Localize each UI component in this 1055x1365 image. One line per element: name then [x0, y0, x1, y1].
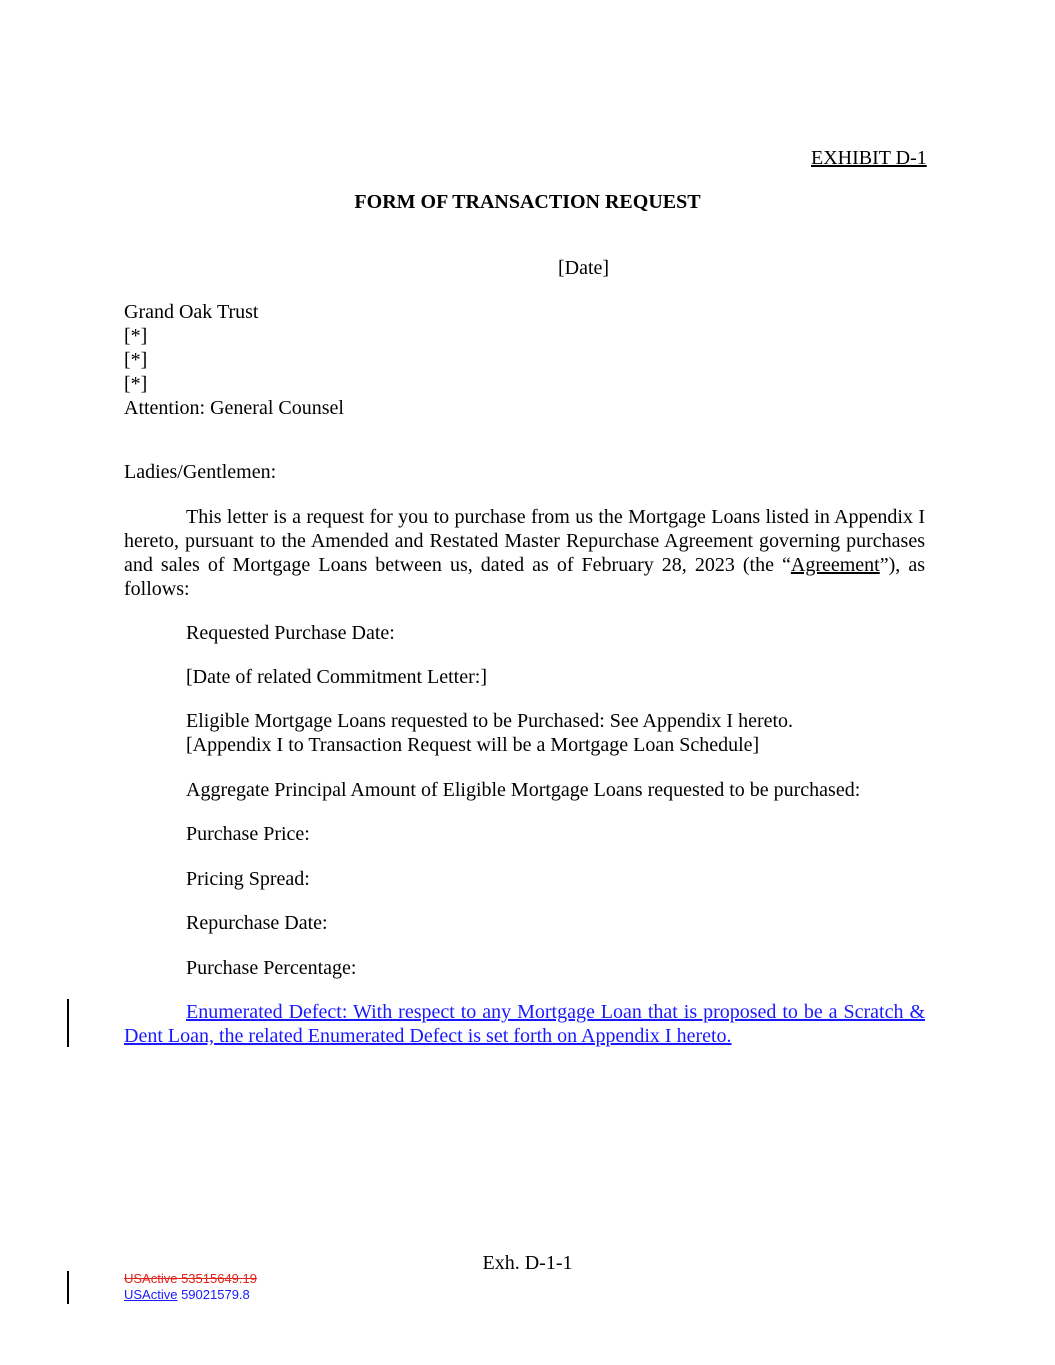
intro-text-end: ”), as follows:: [124, 554, 925, 600]
eligible-loans-note: [Appendix I to Transaction Request will be a Mortgage Loan Schedule]: [186, 734, 760, 756]
defined-term-agreement: Agreement: [790, 554, 880, 576]
doc-id-deleted: USActive 53515649.19: [124, 1271, 257, 1286]
repurchase-date-label: Repurchase Date:: [186, 912, 328, 934]
salutation: Ladies/Gentlemen:: [124, 461, 277, 483]
address-line: [*]: [124, 325, 148, 347]
document-title: FORM OF TRANSACTION REQUEST: [354, 191, 701, 213]
doc-id-inserted: [124, 1287, 250, 1303]
address-line: Grand Oak Trust: [124, 301, 259, 323]
pricing-spread-label: Pricing Spread:: [186, 868, 310, 890]
change-bar: [67, 999, 69, 1047]
requested-purchase-date-label: Requested Purchase Date:: [186, 622, 395, 644]
address-block: [124, 300, 344, 420]
intro-paragraph: [124, 505, 925, 601]
eligible-loans-line: Eligible Mortgage Loans requested to be Purchased: See Appendix I hereto.: [186, 710, 794, 732]
eligible-loans-block: [186, 709, 925, 757]
doc-id-inserted-prefix: USActive: [124, 1287, 178, 1302]
address-line: [*]: [124, 373, 148, 395]
aggregate-principal-label: Aggregate Principal Amount of Eligible Mortgage Loans requested to be purchased:: [186, 779, 861, 801]
inserted-enumerated-defect-paragraph: [124, 1000, 925, 1048]
change-bar: [67, 1271, 69, 1304]
date-placeholder: [Date]: [558, 257, 610, 279]
intro-text: This letter is a request for you to purchase from us the Mortgage Loans listed in Appendix I hereto, pursuant to the Amended and Restated Master Repurchase Agreement governing purchases and sales of Mortgage Loans between us, dated as of February 28, 2023 (the “: [124, 506, 925, 576]
purchase-price-label: Purchase Price:: [186, 823, 310, 845]
address-line: Attention: General Counsel: [124, 397, 344, 419]
exhibit-label: EXHIBIT D-1: [811, 147, 927, 169]
address-line: [*]: [124, 349, 148, 371]
commitment-letter-date-label: [Date of related Commitment Letter:]: [186, 666, 487, 688]
inserted-text: Enumerated Defect: With respect to any Mortgage Loan that is proposed to be a Scratch & Dent Loan, the related Enumerated Defect is set forth on Appendix I hereto.: [124, 1001, 925, 1047]
page-number: Exh. D-1-1: [482, 1252, 573, 1274]
purchase-percentage-label: Purchase Percentage:: [186, 957, 357, 979]
doc-id-inserted-number: 59021579.8: [177, 1287, 250, 1302]
